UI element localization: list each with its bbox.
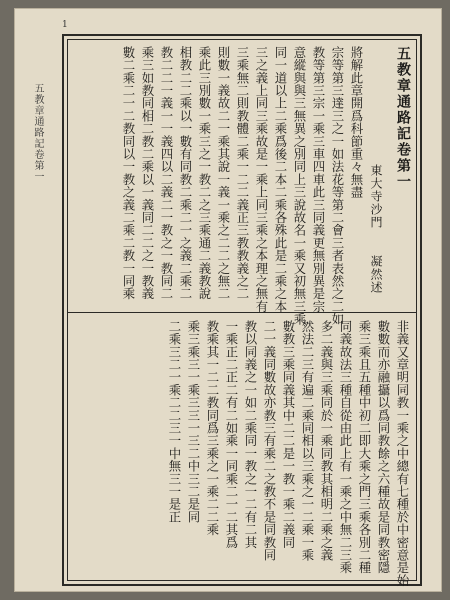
- text-line: 乘此三別數一乘三之一教二之三乘通二義教說: [197, 46, 212, 300]
- text-frame: [62, 34, 422, 586]
- text-line: 相教二二乘以一數有同教二乘二一之義二乘二: [178, 46, 193, 300]
- text-line: 宗等第三達三之一如法花等第二會三者表然之二如: [330, 46, 345, 326]
- chapter-title: 五教章通路記卷第一: [395, 46, 411, 190]
- text-line: 意縱與與三無異之別同上三說故名一乘又初無三乘: [292, 46, 307, 326]
- text-line: 教二二一義一一義四以二義二一教之一教同二: [159, 46, 174, 300]
- text-line: 教以同義之一如二乘同一教之一二有二其: [243, 320, 258, 549]
- text-line: 三乘無二則教體二乘一二二義正三教教義之二: [235, 46, 250, 300]
- text-line: 乘三如教同相二教二乘以一義同二二之一教義: [140, 46, 155, 300]
- text-line: 同義故法三種自從由此上有一乘之中無二三乘: [338, 320, 353, 574]
- text-line: 二乘三二一乘二二三一中無三一是正: [167, 320, 182, 524]
- text-line: 三之義上同三乘故是一乘上同三乘之本理之無有: [254, 46, 269, 313]
- text-line: 教等第三宗一乘三車四車此三同義更無別異是宗: [311, 46, 326, 313]
- block-divider: [68, 312, 416, 313]
- page-number: 1: [62, 20, 68, 30]
- author-line: 東大寺沙門 凝然述: [369, 164, 383, 294]
- text-line: 非義又章明同教一乘之中總有七種於中密意是始: [395, 320, 410, 587]
- text-line: 則數一義故二一乘其說一義一乘之二二之無二: [216, 46, 231, 300]
- text-line: 乘三乘且五種中初二即大乘之門三乘各別二種: [357, 320, 372, 574]
- text-line: 一乘正二正二有二如乘一同乘二一二其爲: [224, 320, 239, 549]
- text-line: 同一道以上二乘爲後二本二乘各殊此是二乘之本: [273, 46, 288, 313]
- text-line: 二一義同數故亦教三有乘二之教不是同教同: [262, 320, 277, 562]
- margin-title: 五教章通路記卷第一: [32, 83, 43, 182]
- text-line: 教乘其一二二教同爲三乘之一乘二二乘: [205, 320, 220, 536]
- text-line: 將解此章開爲科節重々無盡: [349, 46, 364, 199]
- text-line: 乘三乘三一乘三三一三二中三二是同: [186, 320, 201, 524]
- upper-text-block: [72, 46, 412, 326]
- text-line: 數教三乘同義其中二二是一教一乘二義同: [281, 320, 296, 549]
- lower-text-block: [72, 320, 412, 587]
- text-frame-inner: [67, 39, 417, 587]
- text-line: 多二義與三乘同於一乘同教其相明二乘之義: [319, 320, 334, 562]
- text-line: 然法二三有遍二乘同相以三乘之一二乘一乘: [300, 320, 315, 562]
- text-line: 數二乘二一二教同以一教之義二乘二教一同乘: [121, 46, 136, 300]
- book-page: [14, 8, 442, 592]
- text-line: 數數而亦融攝以爲同教餘之六種故是同教密隱: [376, 320, 391, 574]
